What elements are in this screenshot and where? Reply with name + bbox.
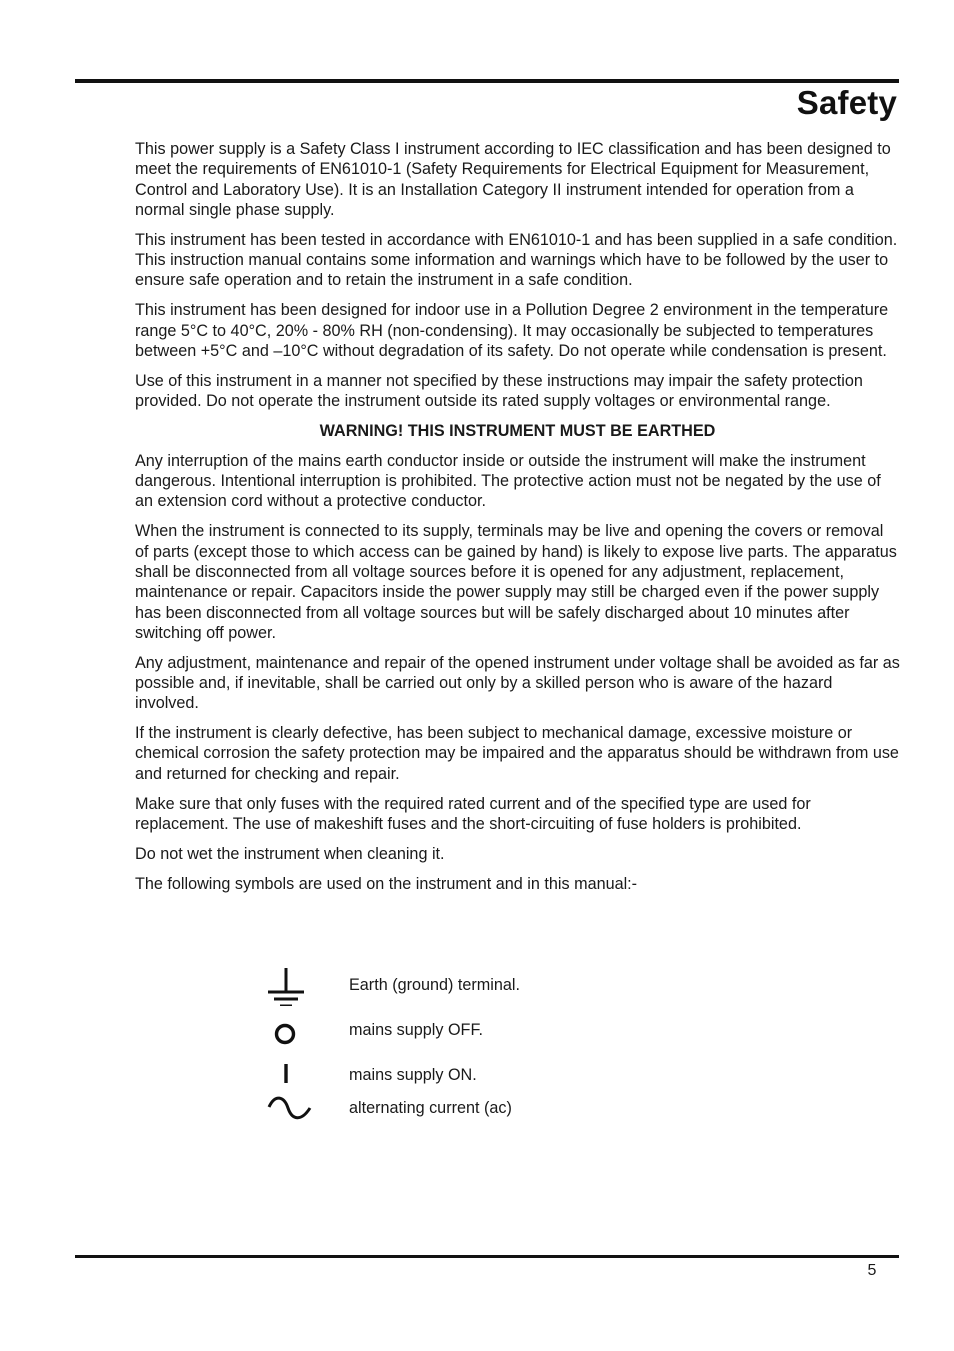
- symbol-label-off: mains supply OFF.: [349, 1021, 484, 1039]
- paragraph-fuses: Make sure that only fuses with the required rated current and of the specified type are used for replacement. The use of makeshift fuses and the short-circuiting of fuse holders is prohibited.: [135, 794, 811, 833]
- paragraph-live-terminals: When the instrument is connected to its supply, terminals may be live and opening the covers or removal of parts (except those to which access can be gained by hand) is likely to expose live parts. The apparatus shall be disconnected from all voltage sources before it is opened for any adjustment, replacement, maintenance or repair. Capacitors inside the power supply may still be charged even if the power supply has been disconnected from all voltage sources but will be safely discharged about 10 minutes after switching off power.: [135, 522, 897, 642]
- mains-off-icon: [262, 1012, 314, 1052]
- body-text: [135, 139, 900, 904]
- symbol-row-earth: [262, 966, 662, 1006]
- symbol-label-earth: Earth (ground) terminal.: [349, 976, 520, 994]
- top-rule: [75, 79, 899, 83]
- symbol-row-off: [262, 1012, 662, 1052]
- earth-ground-icon: [262, 966, 314, 1006]
- paragraph-environment: This instrument has been designed for indoor use in a Pollution Degree 2 environment in the temperature range 5°C to 40°C, 20% - 80% RH (non-condensing). It may occasionally be subjected to temperatures between +5°C and –10°C without degradation of its safety. Do not operate while condensation is present.: [135, 301, 889, 360]
- paragraph-defective: If the instrument is clearly defective, has been subject to mechanical damage, excessive moisture or chemical corrosion the safety protection may be impaired and the apparatus should be withdrawn from use and returned for checking and repair.: [135, 724, 899, 783]
- page-number: 5: [867, 1262, 877, 1279]
- symbol-label-on: mains supply ON.: [349, 1066, 477, 1084]
- paragraph-tested: This instrument has been tested in accordance with EN61010-1 and has been supplied in a safe condition. This instruction manual contains some information and warnings which have to be followed by the user to ensure safe operation and to retain the instrument in a safe condition.: [135, 230, 898, 290]
- page-title: Safety: [796, 84, 897, 121]
- earth-warning-heading: WARNING! THIS INSTRUMENT MUST BE EARTHED: [319, 421, 716, 440]
- symbol-label-ac: alternating current (ac): [349, 1099, 512, 1117]
- mains-on-icon: [262, 1057, 314, 1097]
- alternating-current-icon: [262, 1090, 314, 1130]
- symbol-row-on: [262, 1057, 662, 1097]
- paragraph-cleaning: Do not wet the instrument when cleaning it.: [135, 844, 445, 863]
- bottom-rule: [75, 1255, 899, 1258]
- paragraph-use: Use of this instrument in a manner not specified by these instructions may impair the safety protection provided. Do not operate the instrument outside its rated supply voltages or environmental range.: [135, 371, 863, 411]
- paragraph-safety-class: This power supply is a Safety Class I instrument according to IEC classification and has been designed to meet the requirements of EN61010-1 (Safety Requirements for Electrical Equipment for Measurement, Control and Laboratory Use). It is an Installation Category II instrument intended for operation from a normal single phase supply.: [135, 140, 891, 219]
- symbol-row-ac: [262, 1090, 662, 1130]
- paragraph-earth-interruption: Any interruption of the mains earth conductor inside or outside the instrument will make the instrument dangerous. Intentional interruption is prohibited. The protective action must not be negated by the use of an extension cord without a protective conductor.: [135, 451, 881, 511]
- paragraph-symbols-intro: The following symbols are used on the instrument and in this manual:-: [135, 874, 638, 893]
- paragraph-adjustment: Any adjustment, maintenance and repair of the opened instrument under voltage shall be avoided as far as possible and, if inevitable, shall be carried out only by a skilled person who is aware of the hazard involved.: [135, 653, 900, 713]
